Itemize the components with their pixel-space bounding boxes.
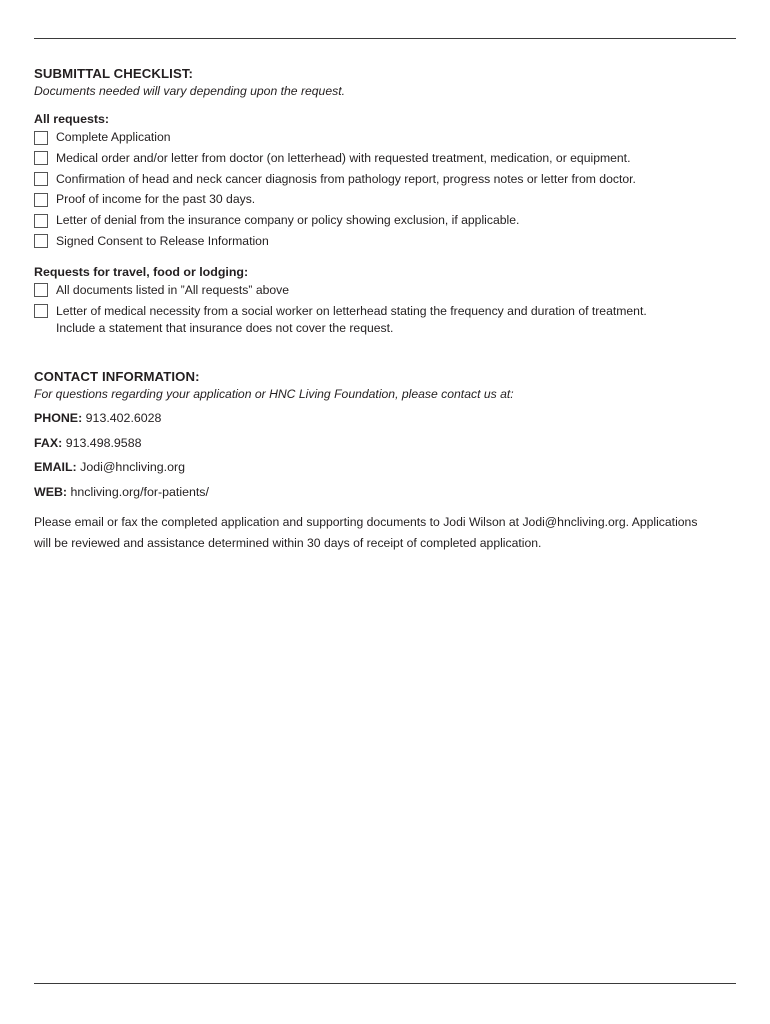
checklist-item-label: Proof of income for the past 30 days. [56,192,256,207]
checkbox-all-documents[interactable] [34,283,48,297]
checkbox-denial-letter[interactable] [34,214,48,228]
closing-line-2: will be reviewed and assistance determined within 30 days of receipt of completed application. [34,535,542,550]
checklist-item-denial-letter [34,212,744,229]
checklist-item-all-documents [34,282,744,299]
checklist-item-label: Signed Consent to Release Information [56,233,269,248]
closing-paragraph [34,512,740,554]
checklist-item-proof-of-income [34,191,744,208]
web-line [34,484,744,500]
checklist-item-medical-order [34,150,744,167]
fax-line [34,435,744,451]
closing-line-1: Please email or fax the completed application and supporting documents to Jodi Wilson at Jodi@hncliving.org. Applications [34,514,698,529]
checklist-item-text [56,303,647,337]
checklist-item-label: Letter of denial from the insurance company or policy showing exclusion, if applicable. [56,213,520,228]
checklist-item-label: Confirmation of head and neck cancer diagnosis from pathology report, progress notes or letter from doctor. [56,171,636,186]
email-link[interactable]: Jodi@hncliving.org [80,460,185,475]
checklist-title: SUBMITTAL CHECKLIST: [34,66,194,81]
travel-requests-checklist [34,282,744,337]
checkbox-signed-consent[interactable] [34,234,48,248]
travel-requests-title: Requests for travel, food or lodging: [34,264,249,279]
phone-label: PHONE: [34,411,83,426]
all-requests-title: All requests: [34,112,110,126]
top-divider [34,38,736,39]
contact-title: CONTACT INFORMATION: [34,369,200,385]
checklist-item-medical-necessity-letter [34,303,744,337]
checkbox-complete-application[interactable] [34,131,48,145]
fax-value: 913.498.9588 [65,435,142,450]
checklist-item-continuation: Include a statement that insurance does not cover the request. [56,320,394,335]
checklist-item-label: Complete Application [56,130,171,144]
checklist-item-diagnosis-confirmation [34,171,744,188]
phone-value: 913.402.6028 [85,411,162,426]
email-line [34,459,744,475]
bottom-divider [34,983,736,984]
phone-line [34,410,744,426]
checkbox-proof-of-income[interactable] [34,193,48,207]
checkbox-medical-order[interactable] [34,151,48,165]
checklist-item-signed-consent [34,233,744,250]
checklist-item-complete-application [34,129,744,146]
contact-subtitle: For questions regarding your application or HNC Living Foundation, please contact us at: [34,387,514,402]
checklist-subtitle: Documents needed will vary depending upon the request. [34,84,345,98]
checkbox-diagnosis-confirmation[interactable] [34,172,48,186]
checklist-item-label: Letter of medical necessity from a social worker on letterhead stating the frequency and duration of treatment. [56,303,647,318]
all-requests-checklist [34,129,744,250]
form-page-content [34,66,744,554]
web-label: WEB: [34,484,68,499]
checklist-item-label: All documents listed in ”All requests” above [56,282,290,297]
web-link[interactable]: hncliving.org/for-patients/ [70,484,209,499]
fax-label: FAX: [34,435,63,450]
email-label: EMAIL: [34,460,77,475]
checkbox-medical-necessity-letter[interactable] [34,304,48,318]
checklist-item-label: Medical order and/or letter from doctor (on letterhead) with requested treatment, medication, or equipment. [56,150,631,165]
